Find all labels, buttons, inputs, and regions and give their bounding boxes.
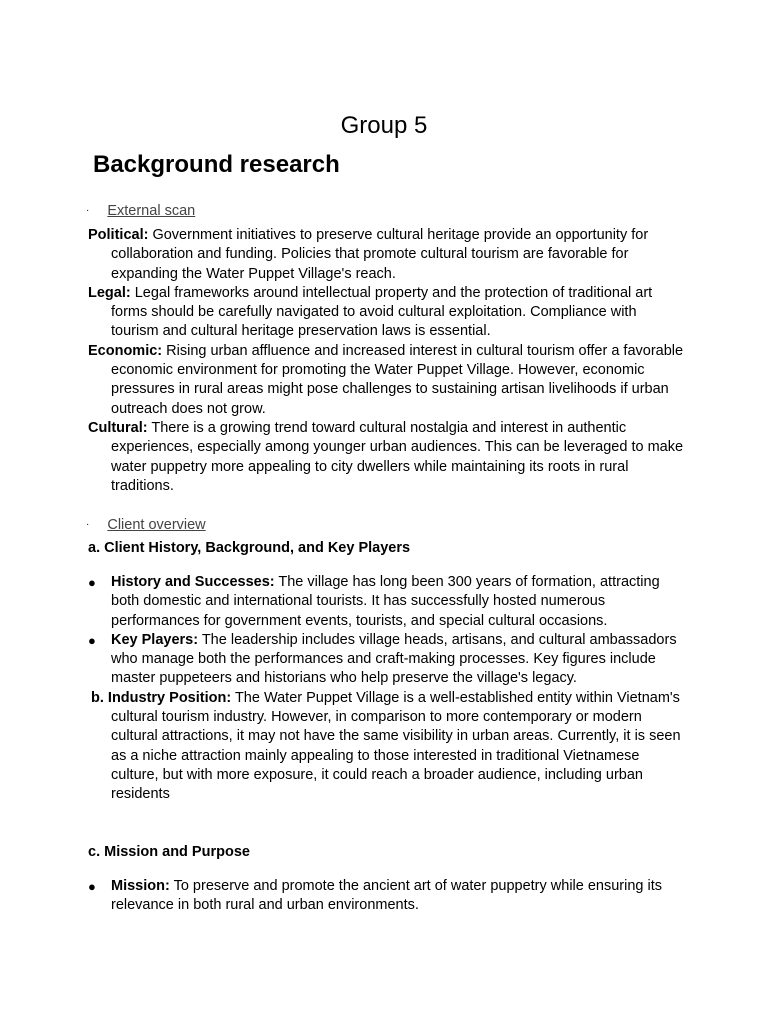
pest-item-cultural: Cultural: There is a growing trend toward cultural nostalgia and interest in authentic experiences, especially among younger urban audiences. This can be leveraged to make water puppetry more appealing to city dwellers while maintaining its roots in rural traditions. [88, 419, 684, 494]
external-scan-heading[interactable] [86, 201, 195, 221]
pest-item-legal: Legal: Legal frameworks around intellectual property and the protection of traditional art forms should be carefully navigated to avoid cultural exploitation. Compliance with tourism and cultural heritage preservation laws is essential. [88, 284, 653, 340]
bullet-icon: ● [88, 632, 96, 648]
client-overview-heading[interactable] [86, 515, 206, 535]
section-heading: Background research [93, 151, 340, 178]
client-history-list [88, 573, 688, 805]
pest-item-economic: Economic: Rising urban affluence and increased interest in cultural tourism offer a favorable economic environment for promoting the Water Puppet Village. However, economic pressures in rural areas might pose challenges to sustaining artisan livelihoods if urban outreach does not grow. [88, 342, 684, 417]
external-scan-link[interactable]: External scan [107, 203, 196, 219]
bullet-dot-icon: · [86, 205, 90, 216]
subsection-c-heading: c. Mission and Purpose [88, 844, 250, 860]
industry-position-paragraph: b. Industry Position: The Water Puppet Village is a well-established entity within Vietnam's cultural tourism industry. However, in comparison to more contemporary or modern cultural attractions, it may not have the same visibility in urban areas. Currently, it is seen as a niche attraction mainly appealing to those interested in traditional Vietnamese culture, but with more exposure, it could reach a broader audience, including urban residents [91, 689, 681, 803]
bullet-icon: ● [88, 879, 96, 894]
mission-list [88, 877, 688, 916]
document-title: Group 5 [340, 112, 428, 139]
bullet-dot-icon: · [86, 519, 90, 530]
list-item: ● Key Players: The leadership includes village heads, artisans, and cultural ambassadors who manage both the performances and craft-making processes. Key figures include master puppeteers and historians who help preserve the village's legacy. [88, 631, 677, 687]
subsection-a-heading: a. Client History, Background, and Key Players [88, 540, 411, 556]
list-item: ● Mission: To preserve and promote the ancient art of water puppetry while ensuring its relevance in both rural and urban environments. [88, 878, 663, 914]
bullet-icon: ● [88, 575, 96, 590]
client-overview-link[interactable]: Client overview [107, 517, 206, 533]
pest-item-political: Political: Government initiatives to preserve cultural heritage provide an opportunity for collaboration and funding. Policies that promote cultural tourism are favorable for expanding the Water Puppet Village's reach. [88, 227, 649, 282]
external-scan-list [88, 226, 688, 496]
list-item: ● History and Successes: The village has long been 300 years of formation, attracting both domestic and international tourists. It has successfully hosted numerous performances for government events, tourists, and special cultural occasions. [88, 574, 660, 629]
